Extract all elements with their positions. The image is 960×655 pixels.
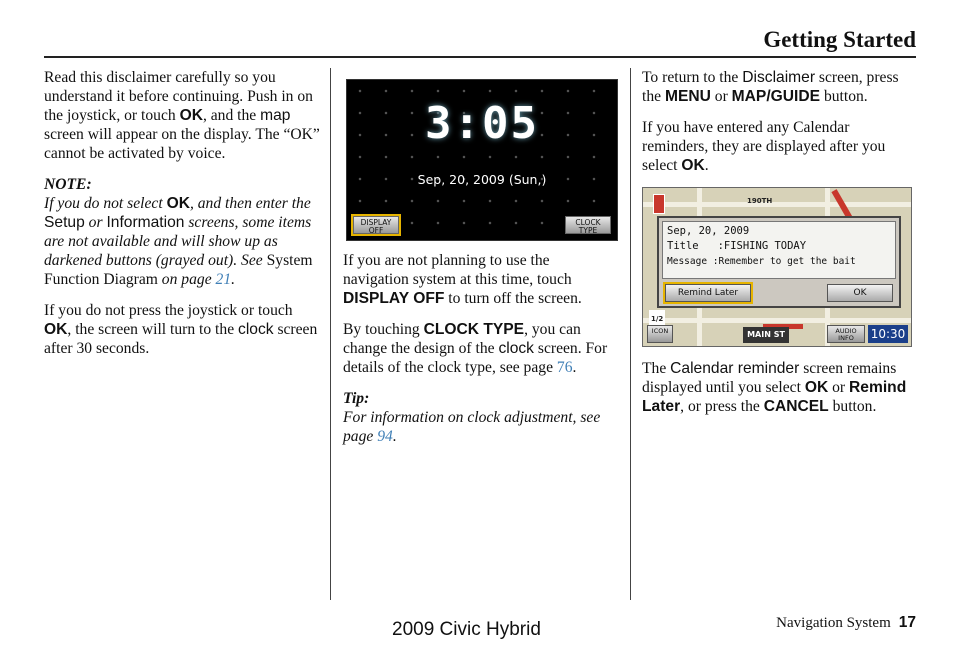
paragraph-calendar: If you have entered any Calendar reminders, they are displayed after you select OK. [642, 119, 886, 174]
reminder-message: Message :Remember to get the bait [667, 256, 856, 267]
ok-button: OK [827, 284, 893, 302]
street-label-190th: 190TH [747, 197, 773, 205]
page-number: 17 [898, 614, 916, 631]
audio-info-button: AUDIO INFO [827, 325, 865, 343]
column-divider [630, 68, 631, 600]
column-1 [44, 68, 320, 370]
calendar-reminder-popup [657, 216, 901, 308]
display-off-button: DISPLAY OFF [353, 216, 399, 234]
column-2 [343, 70, 617, 458]
page-link-21[interactable]: 21 [215, 271, 232, 288]
watermark: 2009 Civic Hybrid [392, 619, 541, 640]
icon-button: ICON [647, 325, 673, 343]
reminder-date: Sep, 20, 2009 [667, 225, 750, 237]
remind-later-button: Remind Later [665, 284, 751, 302]
paragraph-reminder: The Calendar reminder screen remains displayed until you select OK or Remind Later, or press the CANCEL button. [642, 360, 907, 415]
tip-text: For information on clock adjustment, see page 94. [343, 409, 601, 445]
clock-type-button: CLOCK TYPE [565, 216, 611, 234]
calendar-reminder-screen-image [642, 187, 912, 347]
footer-label: Navigation System [776, 615, 891, 631]
reminder-title: Title :FISHING TODAY [667, 240, 807, 252]
map-scale: 1/2 [649, 310, 665, 329]
tip-heading: Tip: [343, 390, 370, 407]
compass-icon [653, 194, 665, 214]
paragraph-disclaimer: Read this disclaimer carefully so you understand it before continuing. Push in on the joystick, or touch OK, and the map screen will appear on the display. The “OK” cannot be activated by voice. [44, 69, 320, 162]
clock-screen-image [346, 79, 618, 241]
note-text: If you do not select OK, and then enter the Setup or Information screens, some items are not available and will show up as darkened buttons (grayed out). See System Function Diagram on page 21. [44, 195, 313, 288]
current-street: MAIN ST [743, 327, 789, 343]
column-3 [642, 68, 918, 428]
map-clock: 10:30 [868, 325, 908, 343]
map-ref: map [260, 107, 291, 124]
paragraph-display-off: If you are not planning to use the navigation system at this time, touch DISPLAY OFF to turn off the screen. [343, 252, 582, 307]
paragraph-clock-type: By touching CLOCK TYPE, you can change the design of the clock screen. For details of the clock type, see page 76. [343, 321, 608, 376]
paragraph-return: To return to the Disclaimer screen, press the MENU or MAP/GUIDE button. [642, 69, 899, 105]
ok-ref: OK [179, 107, 203, 124]
paragraph-timeout: If you do not press the joystick or touch OK, the screen will turn to the clock screen after 30 seconds. [44, 302, 318, 357]
clock-date: Sep, 20, 2009 (Sun,) [417, 172, 547, 187]
clock-time: 3:05 [425, 98, 539, 149]
page-link-94[interactable]: 94 [377, 428, 393, 445]
page-link-76[interactable]: 76 [556, 359, 573, 376]
page-footer [776, 614, 916, 632]
note-heading: NOTE: [44, 176, 92, 193]
header-rule [44, 56, 916, 58]
column-divider [330, 68, 331, 600]
page-header-title: Getting Started [763, 27, 916, 52]
